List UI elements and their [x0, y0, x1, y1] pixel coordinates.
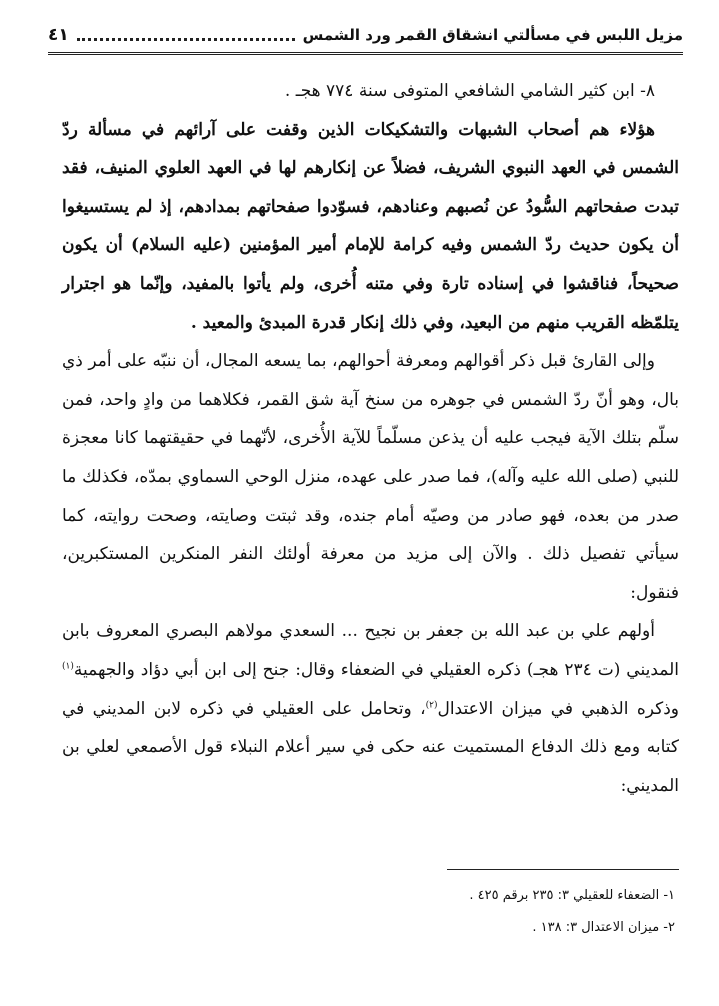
page-number: ٤١ — [48, 25, 69, 45]
paragraph-3-part-a: أولهم علي بن عبد الله بن جعفر بن نجيح ... السعدي مولاهم البصري المعروف بابن المديني (ت ٢٣٤ هجـ) ذكره العقيلي في الضعفاء وقال: جنح إلى ابن أبي دؤاد والجهمية — [62, 621, 679, 680]
paragraph-3-part-c: ، وتحامل على العقيلي في ذكره لابن المديني في كتابه ومع ذلك الدفاع المستميت عنه حكى في سير أعلام النبلاء قول الأصمعي لعلي بن المديني: — [62, 698, 679, 796]
footnote-2: ٢- ميزان الاعتدال ٣: ١٣٨ . — [532, 920, 675, 935]
footnote-mark-2: (٢) — [425, 699, 438, 710]
paragraph-1 — [62, 111, 679, 343]
header-leader-dots — [77, 38, 295, 41]
body-text — [62, 72, 679, 805]
header-title: مزيل اللبس في مسألتي انشقاق القمر ورد الشمس — [302, 26, 683, 44]
paragraph-3-part-b: وذكره الذهبي في ميزان الاعتدال — [437, 698, 679, 719]
header-rule — [48, 52, 683, 55]
paragraph-2: وإلى القارئ قبل ذكر أقوالهم ومعرفة أحوالهم، بما يسعه المجال، أن ننبّه على أمر ذي بال، وهو أنّ ردّ الشمس في جوهره من سنخ آية شق القمر، فكلاهما من وادٍ واحد، فمن سلّم بتلك الآية فيجب عليه أن يذعن مسلّماً للآية الأُخرى، لأنّهما في حقيقتهما كانا معجزة للنبي (صلى الله عليه وآله)، فما صدر على عهده، منزل الوحي السماوي بمدّه، فكذلك ما صدر من بعده، فهو صادر من وصيّه أمام جنده، وقد ثبتت وصايته، وصحت روايته، كما سيأتي تفصيل ذلك . والآن إلى مزيد من معرفة أولئك النفر المنكرين المستكبرين، فنقول: — [62, 351, 679, 603]
running-header — [48, 22, 683, 48]
paragraph-3 — [62, 612, 679, 805]
footnote-separator — [447, 869, 679, 870]
list-item-8: ٨- ابن كثير الشامي الشافعي المتوفى سنة ٧٧٤ هجـ . — [284, 81, 655, 101]
footnote-1: ١- الضعفاء للعقيلي ٣: ٢٣٥ برقم ٤٢٥ . — [469, 888, 675, 903]
footnote-mark-1: (١) — [62, 661, 74, 672]
paragraph-1-text: هؤلاء هم أصحاب الشبهات والتشكيكات الذين وقفت على آرائهم في مسألة ردّ الشمس في العهد النبوي الشريف، فضلاً عن إنكارهم لها في العهد العلوي المنيف، فقد تبدت صفحاتهم السُّودُ عن نُصبهم وعنادهم، فسوّدوا صفحاتهم بمدادهم، إذ لم يستسيغوا أن يكون حديث ردّ الشمس وفيه كرامة للإمام أمير المؤمنين (عليه السلام) أن يكون صحيحاً، فناقشوا في إسناده تارة وفي متنه أُخرى، ولم يأتوا بالمفيد، وإنّما هو اجترار يتلمّظه القريب منهم من البعيد، وفي ذلك إنكار قدرة المبدئ والمعيد . — [62, 119, 679, 333]
footnotes — [62, 880, 675, 944]
